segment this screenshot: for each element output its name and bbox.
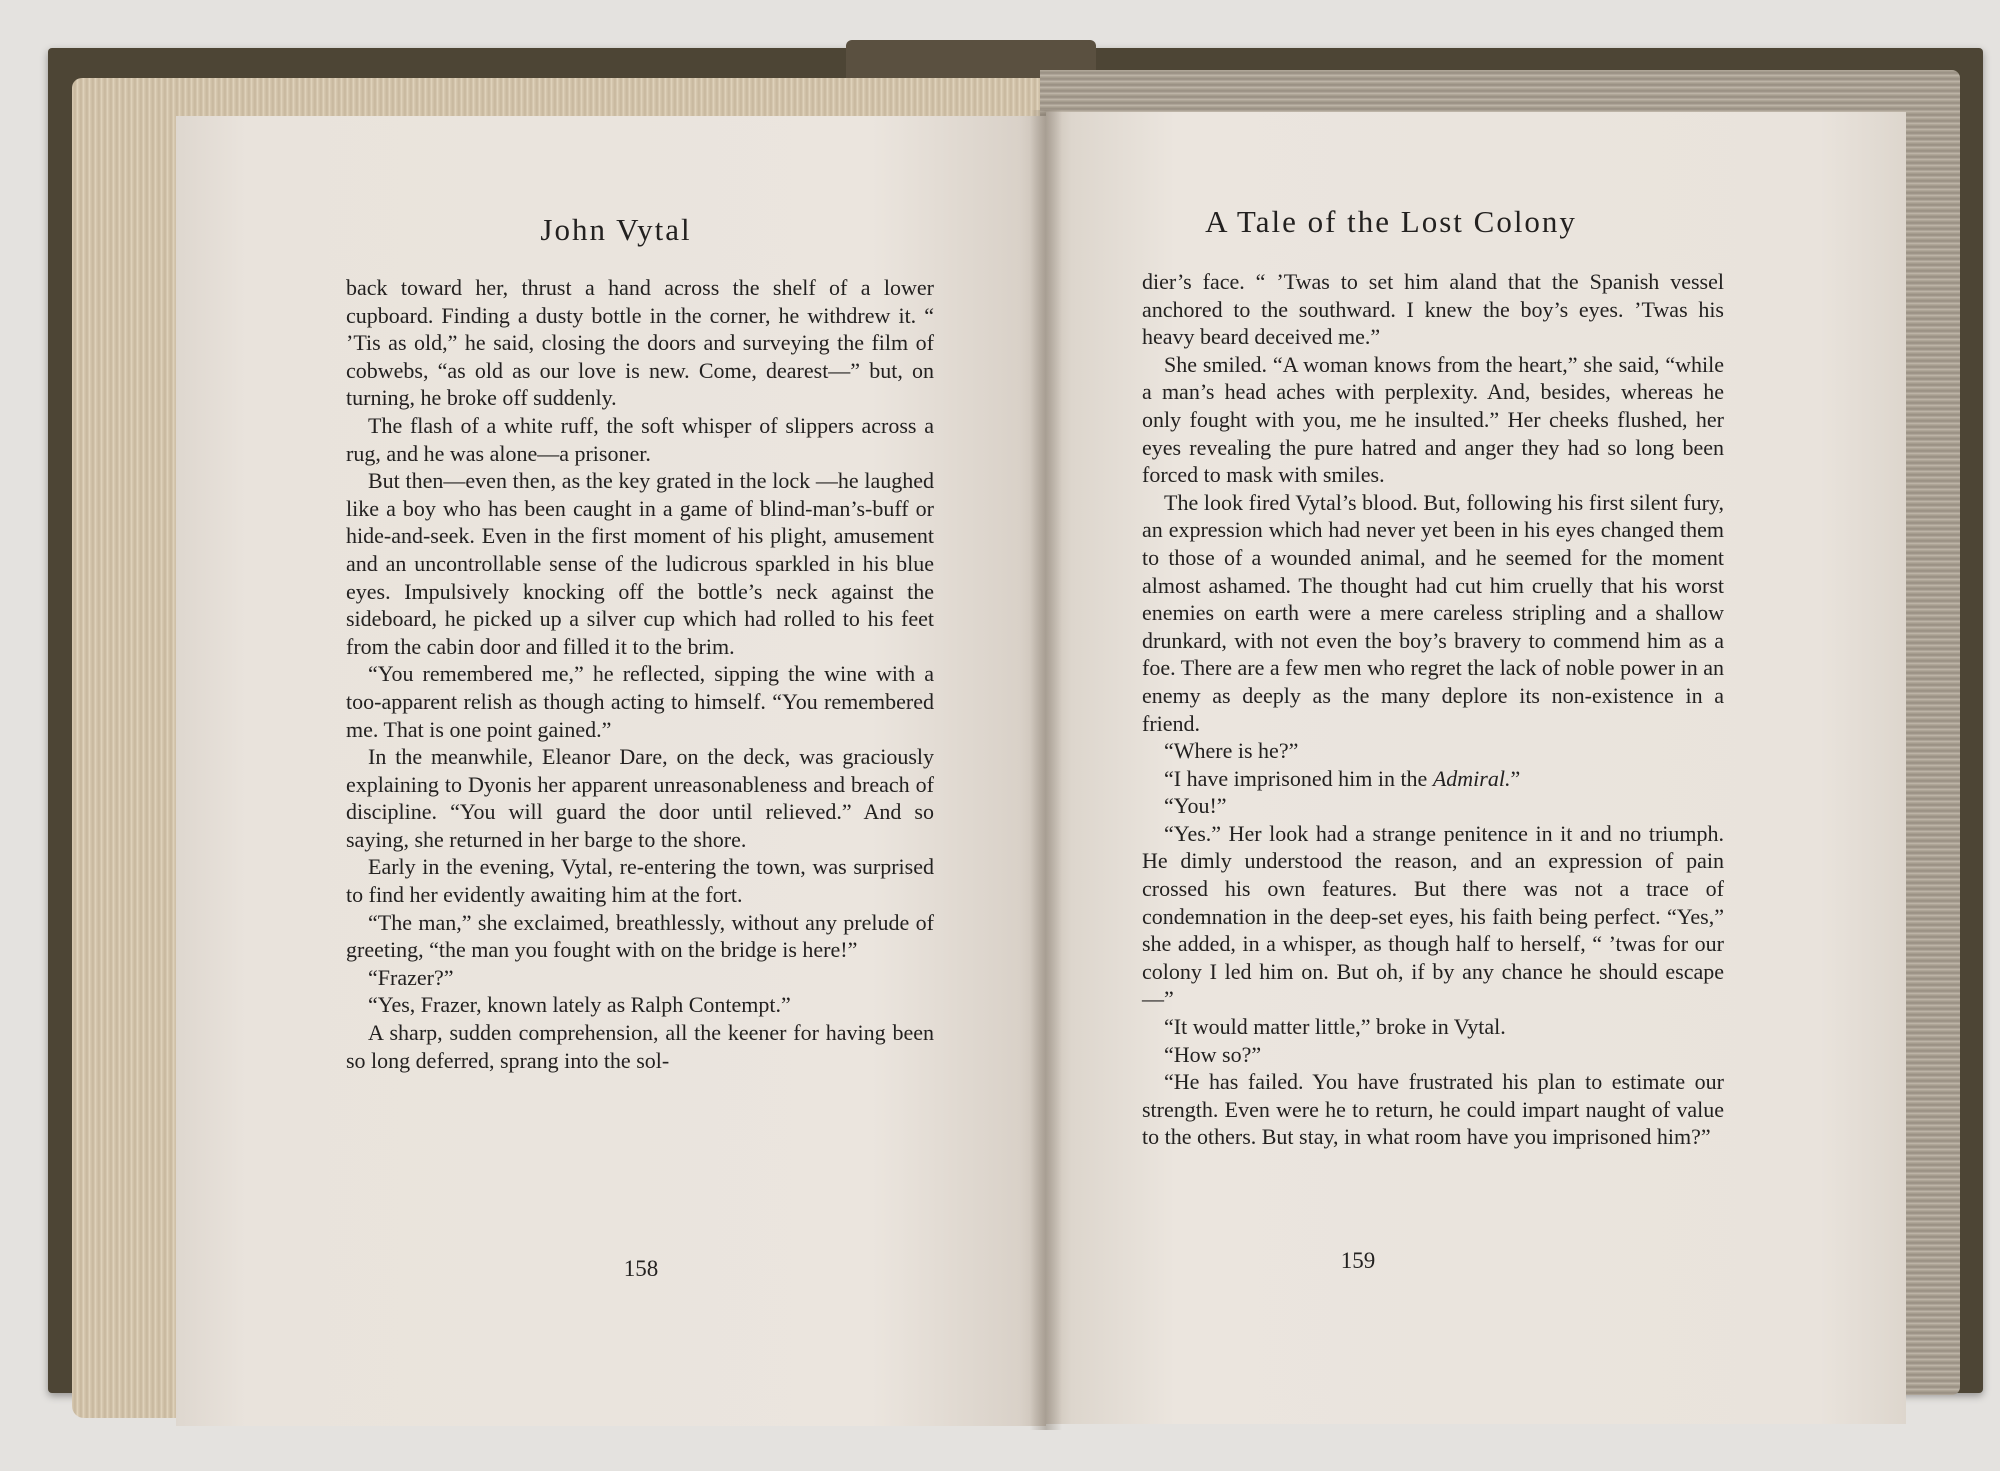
paragraph: “It would matter little,” broke in Vytal.	[1164, 1014, 1506, 1040]
paragraph-text: “I have imprisoned him in the	[1164, 765, 1433, 791]
paragraph	[1142, 765, 1724, 793]
page-number-left: 158	[623, 1256, 659, 1281]
left-text-block	[346, 274, 934, 1074]
paragraph: dier’s face. “ ’Twas to set him aland that the Spanish vessel anchored to the southward. I knew the boy’s eyes. ’Twas his heavy beard deceived me.”	[1142, 269, 1724, 350]
paragraph: “Where is he?”	[1164, 738, 1299, 764]
paragraph: “How so?”	[1164, 1041, 1262, 1067]
left-page	[176, 116, 1046, 1426]
paragraph: “You!”	[1164, 793, 1227, 819]
paragraph: back toward her, thrust a hand across the shelf of a lower cupboard. Finding a dusty bottle in the corner, he withdrew it. “ ’Tis as old,” he said, closing the doors and surveying the film of cobwebs, “as old as our love is new. Come, dearest—” but, on turning, he broke off suddenly.	[346, 275, 934, 411]
paragraph: A sharp, sudden comprehension, all the keener for having been so long deferred, sprang into the sol-	[346, 1020, 934, 1073]
paragraph: “Yes, Frazer, known lately as Ralph Contempt.”	[368, 992, 791, 1018]
paragraph: “Frazer?”	[368, 964, 454, 990]
paragraph: In the meanwhile, Eleanor Dare, on the deck, was graciously explaining to Dyonis her apparent unreasonableness and breach of discipline. “You will guard the door until relieved.” And so saying, she returned in her barge to the shore.	[346, 744, 934, 852]
paragraph: “Yes.” Her look had a strange penitence in it and no triumph. He dimly understood the reason, and an expression of pain crossed his own features. But there was not a trace of condemnation in the deep-set eyes, his faith being perfect. “Yes,” she added, in a whisper, as though half to herself, “ ’twas for our colony I led him on. But oh, if by any chance he should escape—”	[1142, 820, 1724, 1012]
gutter-shadow	[1030, 110, 1062, 1430]
right-text-block	[1142, 268, 1724, 1151]
ship-name: Admiral.	[1432, 765, 1511, 791]
running-head-left: John Vytal	[540, 212, 692, 247]
paragraph: But then—even then, as the key grated in the lock —he laughed like a boy who has been caught in a game of blind-man’s-buff or hide-and-seek. Even in the first moment of his plight, amusement and an uncontrollable sense of the ludicrous sparkled in his blue eyes. Impulsively knocking off the bottle’s neck against the sideboard, he picked up a silver cup which had rolled to his feet from the cabin door and filled it to the brim.	[346, 468, 934, 659]
paragraph: Early in the evening, Vytal, re-entering the town, was surprised to find her evidently awaiting him at the fort.	[346, 854, 934, 908]
running-head-right: A Tale of the Lost Colony	[1205, 204, 1577, 239]
closing-quote: ”	[1510, 765, 1521, 791]
paragraph: She smiled. “A woman knows from the heart,” she said, “while a man’s head aches with perplexity. And, besides, whereas he only fought with you, me he insulted.” Her cheeks flushed, her eyes revealing the pure hatred and anger they had so long been forced to mask with smiles.	[1142, 351, 1724, 488]
paragraph: The look fired Vytal’s blood. But, following his first silent fury, an expression which had never yet been in his eyes changed them to those of a wounded animal, and he seemed for the moment almost ashamed. The thought had cut him cruelly that his worst enemies on earth were a mere careless stripling and a shallow drunkard, with not even the boy’s bravery to commend him as a foe. There are a few men who regret the lack of noble power in an enemy as deeply as the many deplore its non-existence in a friend.	[1142, 489, 1724, 736]
paragraph: “You remembered me,” he reflected, sipping the wine with a too-apparent relish as though acting to himself. “You remembered me. That is one point gained.”	[346, 661, 934, 742]
paragraph: “He has failed. You have frustrated his plan to estimate our strength. Even were he to return, he could impart naught of value to the others. But stay, in what room have you imprisoned him?”	[1142, 1069, 1724, 1150]
right-page	[1046, 112, 1906, 1424]
paragraph: The flash of a white ruff, the soft whisper of slippers across a rug, and he was alone—a prisoner.	[346, 412, 934, 466]
page-number-right: 159	[1340, 1248, 1376, 1273]
paragraph: “The man,” she exclaimed, breathlessly, without any prelude of greeting, “the man you fought with on the bridge is here!”	[346, 909, 934, 963]
